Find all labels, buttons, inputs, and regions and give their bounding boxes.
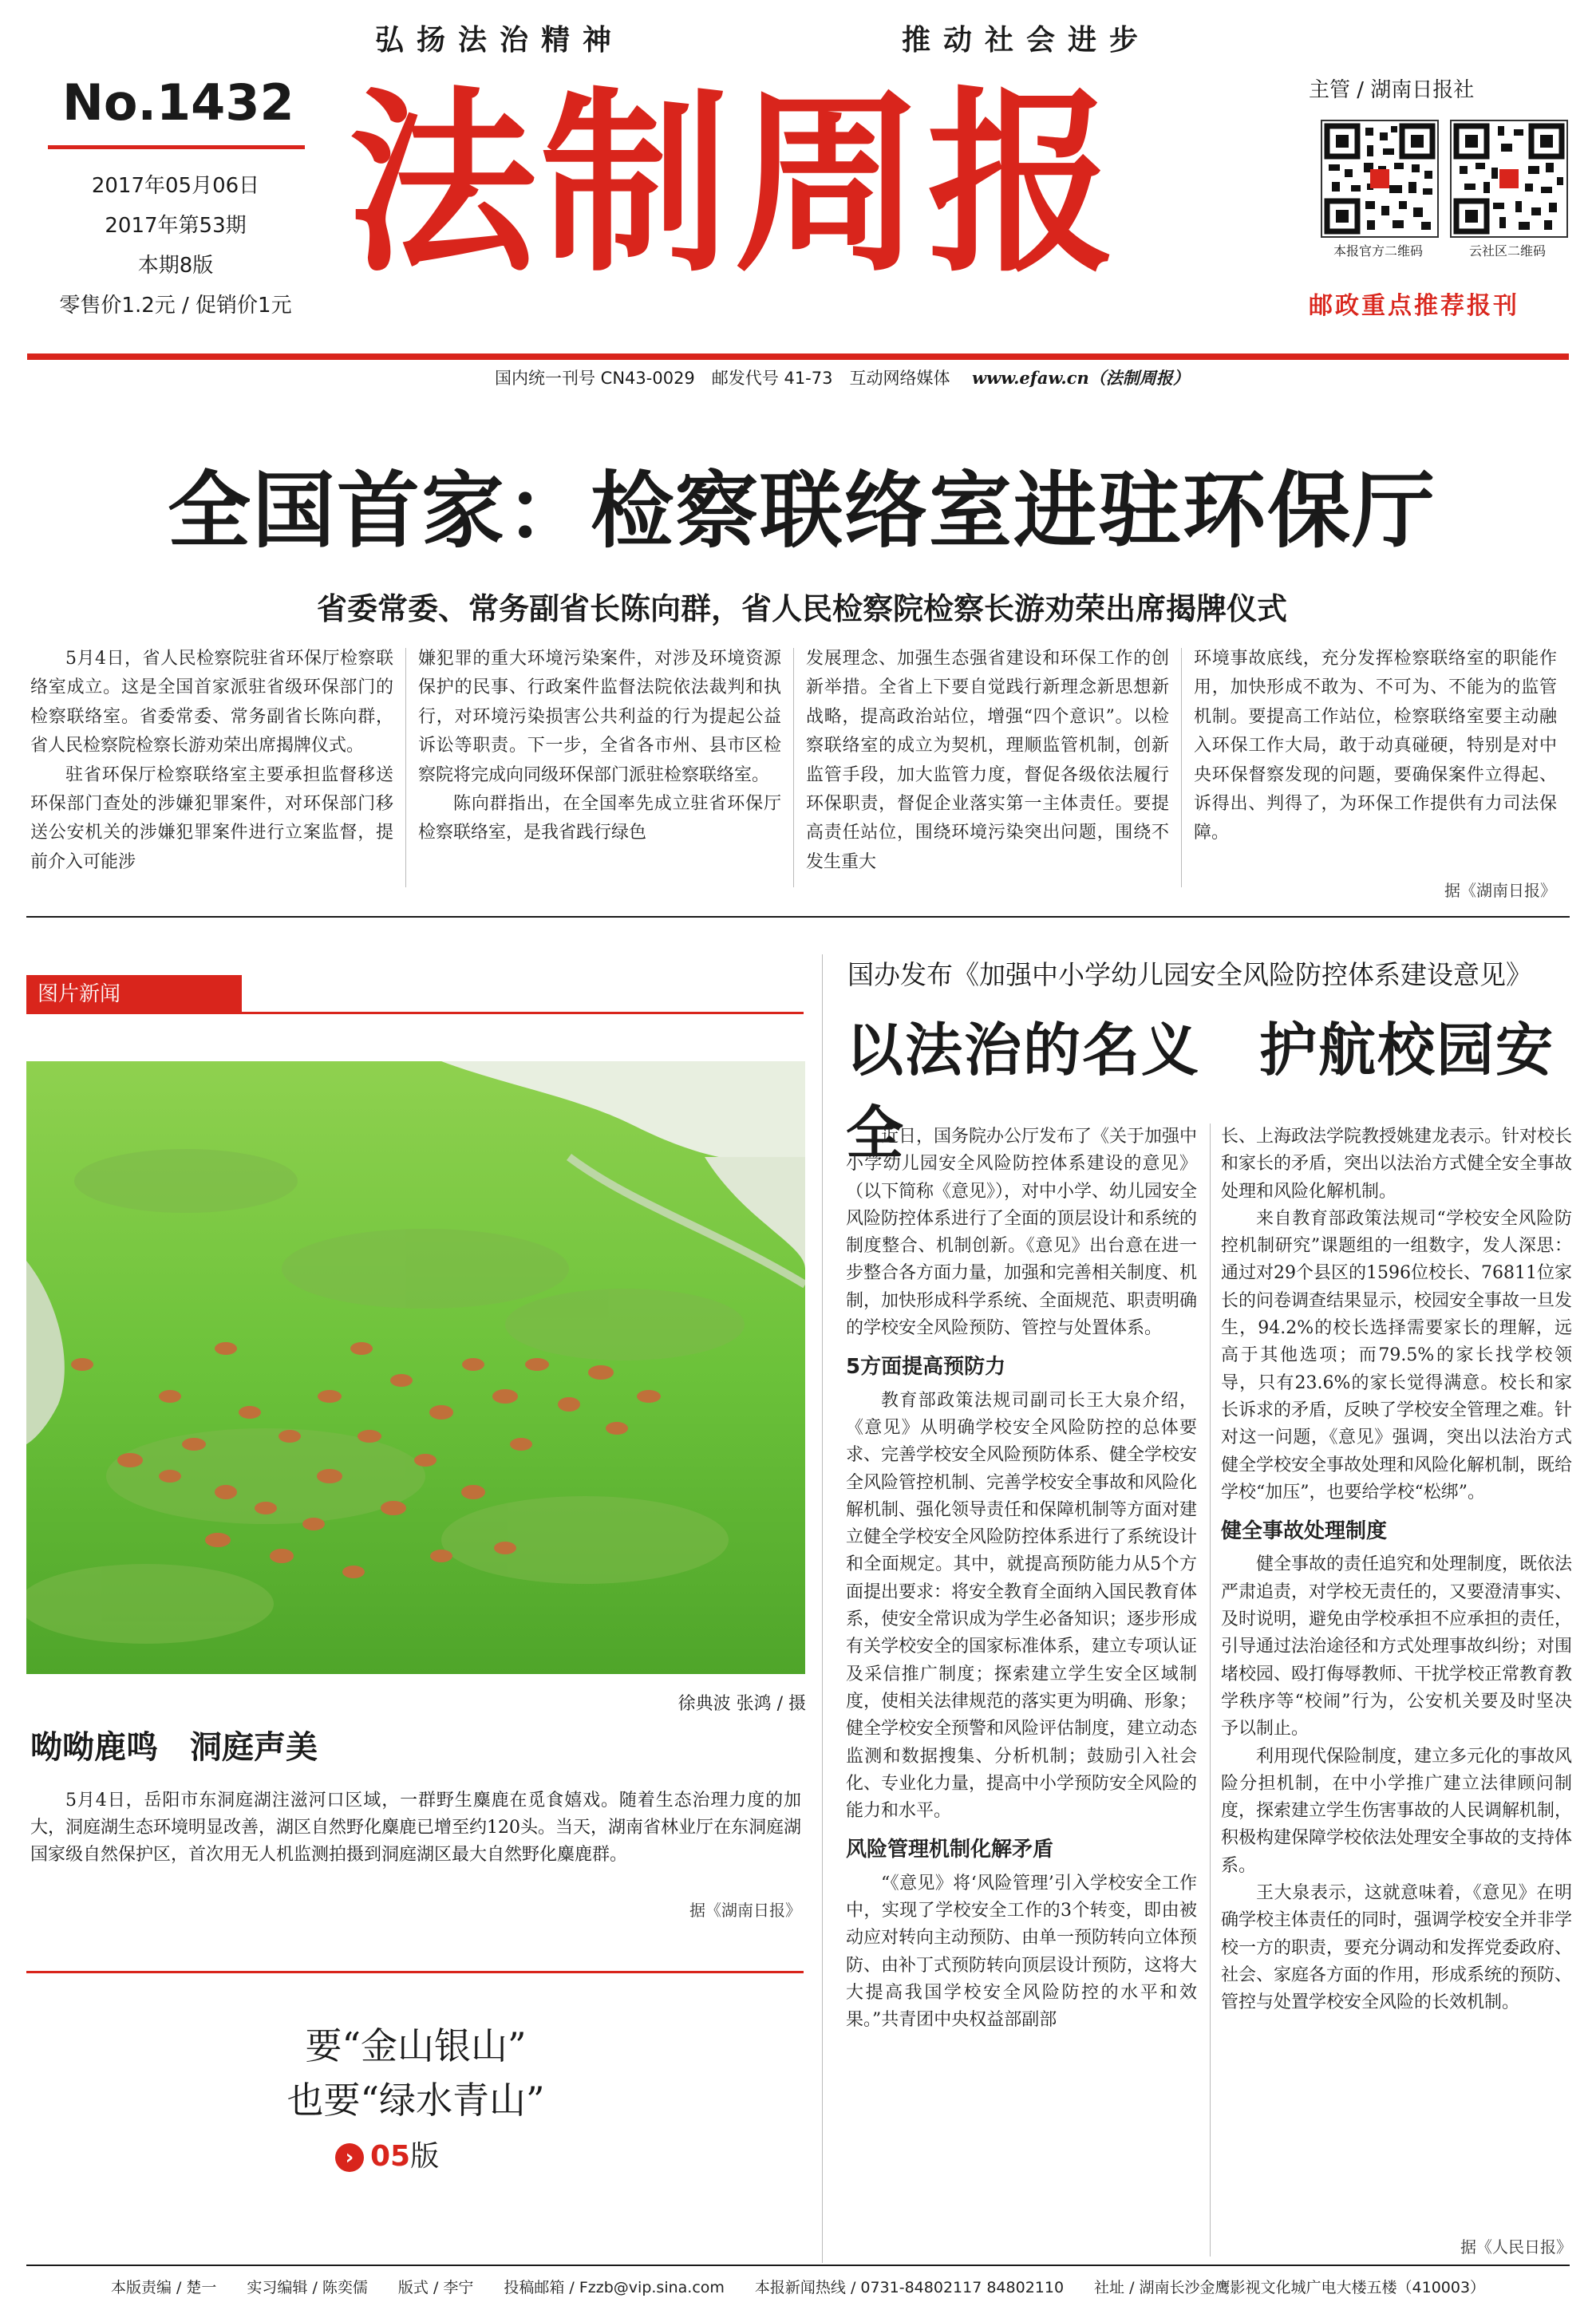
paragraph: 发展理念、加强生态强省建设和环保工作的创新举措。全省上下要自觉践行新理念新思想新战略，提高政治站位，增强“四个意识”。以检察联络室的成立为契机，理顺监管机制，创新监管手段，加大监管力度，督促各级依法履行环保职责，督促企业落实第一主体责任。要提高责任站位，围绕环境污染突出问题，围绕不发生重大 [806,649,1169,872]
issue-pages: 本期8版 [137,254,214,278]
column-divider [822,954,823,2263]
qr-code-icon[interactable] [1321,120,1439,238]
issue-number: No.1432 [62,73,294,132]
promo-line-1: 要“金山银山” [305,2024,527,2067]
picture-news-rule [26,1012,804,1014]
paragraph: 近日，国务院办公厅发布了《关于加强中小学幼儿园安全风险防控体系建设的意见》（以下简称《意见》），对中小学、幼儿园安全风险防控体系进行了全面的顶层设计和系统的制度整合、机制创新。《意见》出台意在进一步整合各方面力量，加强和完善相关制度、机制，加快形成科学系统、全面规范、职责明确的学校安全风险预防、管控与处置体系。 [846,1127,1198,1339]
story2-kicker: 国办发布《加强中小学幼儿园安全风险防控体系建设意见》 [847,959,1532,990]
issue-period: 2017年第53期 [105,214,247,238]
paragraph: 健全事故的责任追究和处理制度，既依法严肃追责，对学校无责任的，又要澄清事实、及时说明，避免由学校承担不应承担的责任，引导通过法治途径和方式处理事故纠纷；对围堵校园、殴打侮辱教师、干扰学校正常教育教学秩序等“校闹”行为，公安机关要及时坚决予以制止。 [1221,1554,1573,1739]
issue-price: 零售价1.2元 / 促销价1元 [59,294,292,318]
publication-info: 国内统一刊号 CN43-0029 邮发代号 41-73 互动网络媒体 [495,369,950,388]
deer-photo [26,1061,805,1674]
promo-rule [26,1971,804,1973]
post-recommend: 邮政重点推荐报刊 [1309,292,1519,320]
newspaper-title: 法制周报 [348,69,1120,299]
section-rule [26,916,1570,918]
promo-page-suffix: 版 [410,2140,440,2173]
column-divider [1181,648,1182,887]
promo-page-number: 05 [370,2140,411,2173]
picture-news-source: 据《湖南日报》 [689,1901,801,1920]
lead-column-2 [418,645,781,848]
lead-headline: 全国首家：检察联络室进驻环保厅 [167,462,1436,559]
sponsor-line: 主管 / 湖南日报社 [1309,78,1475,102]
subheading: 5方面提高预防力 [846,1355,1006,1380]
lead-source: 据《湖南日报》 [1444,881,1556,900]
slogan-left: 弘扬法治精神 [375,24,625,57]
picture-news-title: 呦呦鹿鸣 洞庭声美 [30,1729,318,1766]
arrow-right-icon: › [335,2143,364,2172]
story2-column-a [846,1123,1197,2035]
qr2-caption: 云社区二维码 [1468,243,1546,259]
qr1-caption: 本报官方二维码 [1333,243,1423,259]
story2-column-b [1221,1123,1572,2017]
subheading: 风险管理机制化解矛盾 [846,1838,1054,1862]
website-link[interactable]: www.efaw.cn（法制周报） [972,368,1190,388]
story2-title: 以法治的名义 护航校园安全 [846,1017,1555,1167]
lead-subheadline: 省委常委、常务副省长陈向群，省人民检察院检察长游劝荣出席揭牌仪式 [316,591,1287,626]
column-divider [793,648,794,887]
story2-source: 据《人民日报》 [1460,2237,1572,2257]
issue-divider [48,145,305,149]
paragraph: 利用现代保险制度，建立多元化的事故风险分担机制，在中小学推广建立法律顾问制度，探索建立学生伤害事故的人民调解机制，积极构建保障学校依法处理安全事故的支持体系。 [1221,1746,1573,1876]
paragraph: 驻省环保厅检察联络室主要承担监督移送环保部门查处的涉嫌犯罪案件，对环保部门移送公安机关的涉嫌犯罪案件进行立案监督，提前介入可能涉 [30,764,393,872]
masthead-rule [27,353,1569,360]
column-divider [405,648,406,887]
lead-column-1 [30,645,393,877]
paragraph: 嫌犯罪的重大环境污染案件，对涉及环境资源保护的民事、行政案件监督法院依法裁判和执行，对环境污染损害公共利益的行为提起公益诉讼等职责。下一步，全省各市州、县市区检察院将完成向同级环保部门派驻检察联络室。 [418,649,781,785]
footer-rule [26,2265,1570,2266]
paragraph: 教育部政策法规司副司长王大泉介绍，《意见》从明确学校安全风险防控的总体要求、完善学校安全风险预防体系、健全学校安全风险管控机制、完善学校安全事故和风险化解机制、强化领导责任和保障机制等方面对建立健全学校安全风险防控体系进行了系统设计和全面规定。其中，就提高预防能力从5个方面提出要求：将安全教育全面纳入国民教育体系，使安全常识成为学生必备知识；逐步形成有关学校安全的国家标准体系，建立专项认证及采信推广制度；探索建立学生安全区域制度，使相关法律规范的落实更为明确、形象；健全学校安全预警和风险评估制度，建立动态监测和数据搜集、分析机制；鼓励引入社会化、专业化力量，提高中小学预防安全风险的能力和水平。 [846,1390,1198,1822]
paragraph: 王大泉表示，这就意味着，《意见》在明确学校主体责任的同时，强调学校安全并非学校一方的职责，要充分调动和发挥党委政府、社会、家庭各方面的作用，形成系统的预防、管控与处置学校安全风险的长效机制。 [1221,1883,1573,2013]
subheading: 健全事故处理制度 [1221,1519,1388,1544]
column-divider [1210,1123,1211,2257]
lead-column-4 [1194,645,1557,848]
photo-credit: 徐典波 张鸿 / 摄 [678,1694,806,1714]
paragraph: 环境事故底线，充分发挥检察联络室的职能作用，加快形成不敢为、不可为、不能为的监管机制。要提高工作站位，检察联络室要主动融入环保工作大局，敢于动真碰硬，特别是对中央环保督察发现的问题，要确保案件立得起、诉得出、判得了，为环保工作提供有力司法保障。 [1194,649,1557,843]
footer-info: 本版责编 / 楚一 实习编辑 / 陈奕儒 版式 / 李宁 投稿邮箱 / Fzzb@vip.sina.com 本报新闻热线 / 0731-84802117 84802110 社址 / 湖南长沙金鹰影视文化城广电大楼五楼（410003） [110,2279,1486,2296]
paragraph: “《意见》将‘风险管理’引入学校安全工作中，实现了学校安全工作的3个转变，即由被动应对转向主动预防、由单一预防转向立体预防、由补丁式预防转向顶层设计预防，这将大大提高我国学校安全风险防控的水平和效果。”共青团中央权益部副部 [846,1873,1198,2031]
picture-news-body: 5月4日，岳阳市东洞庭湖注滋河口区域，一群野生麋鹿在觅食嬉戏。随着生态治理力度的加大，洞庭湖生态环境明显改善，湖区自然野化麋鹿已增至约120头。当天，湖南省林业厅在东洞庭湖国家级自然保护区，首次用无人机监测拍摄到洞庭湖区最大自然野化麋鹿群。 [30,1791,801,1865]
promo-line-2: 也要“绿水青山” [286,2079,545,2122]
lead-column-3 [806,645,1169,877]
issue-date: 2017年05月06日 [91,174,260,198]
promo-page-link[interactable] [335,2134,439,2174]
paragraph: 5月4日，省人民检察院驻省环保厅检察联络室成立。这是全国首家派驻省级环保部门的检察联络室。省委常委、常务副省长陈向群，省人民检察院检察长游劝荣出席揭牌仪式。 [30,649,393,756]
qr-code-icon[interactable] [1450,120,1568,238]
slogan-right: 推动社会进步 [902,24,1152,57]
picture-news-tag: 图片新闻 [26,975,242,1013]
paragraph: 长、上海政法学院教授姚建龙表示。针对校长和家长的矛盾，突出以法治方式健全安全事故处理和风险化解机制。 [1221,1127,1573,1202]
paragraph: 来自教育部政策法规司“学校安全风险防控机制研究”课题组的一组数字，发人深思：通过对29个县区的1596位校长、76811位家长的问卷调查结果显示，校园安全事故一旦发生，94.2%的校长选择需要家长的理解，远高于其他选项；而79.5%的家长找学校领导，只有23.6%的家长觉得满意。校长和家长诉求的矛盾，反映了学校安全管理之难。针对这一问题，《意见》强调，突出以法治方式健全学校安全事故处理和风险化解机制，既给学校“加压”，也要给学校“松绑”。 [1221,1208,1573,1502]
paragraph: 陈向群指出，在全国率先成立驻省环保厅检察联络室，是我省践行绿色 [418,794,781,843]
